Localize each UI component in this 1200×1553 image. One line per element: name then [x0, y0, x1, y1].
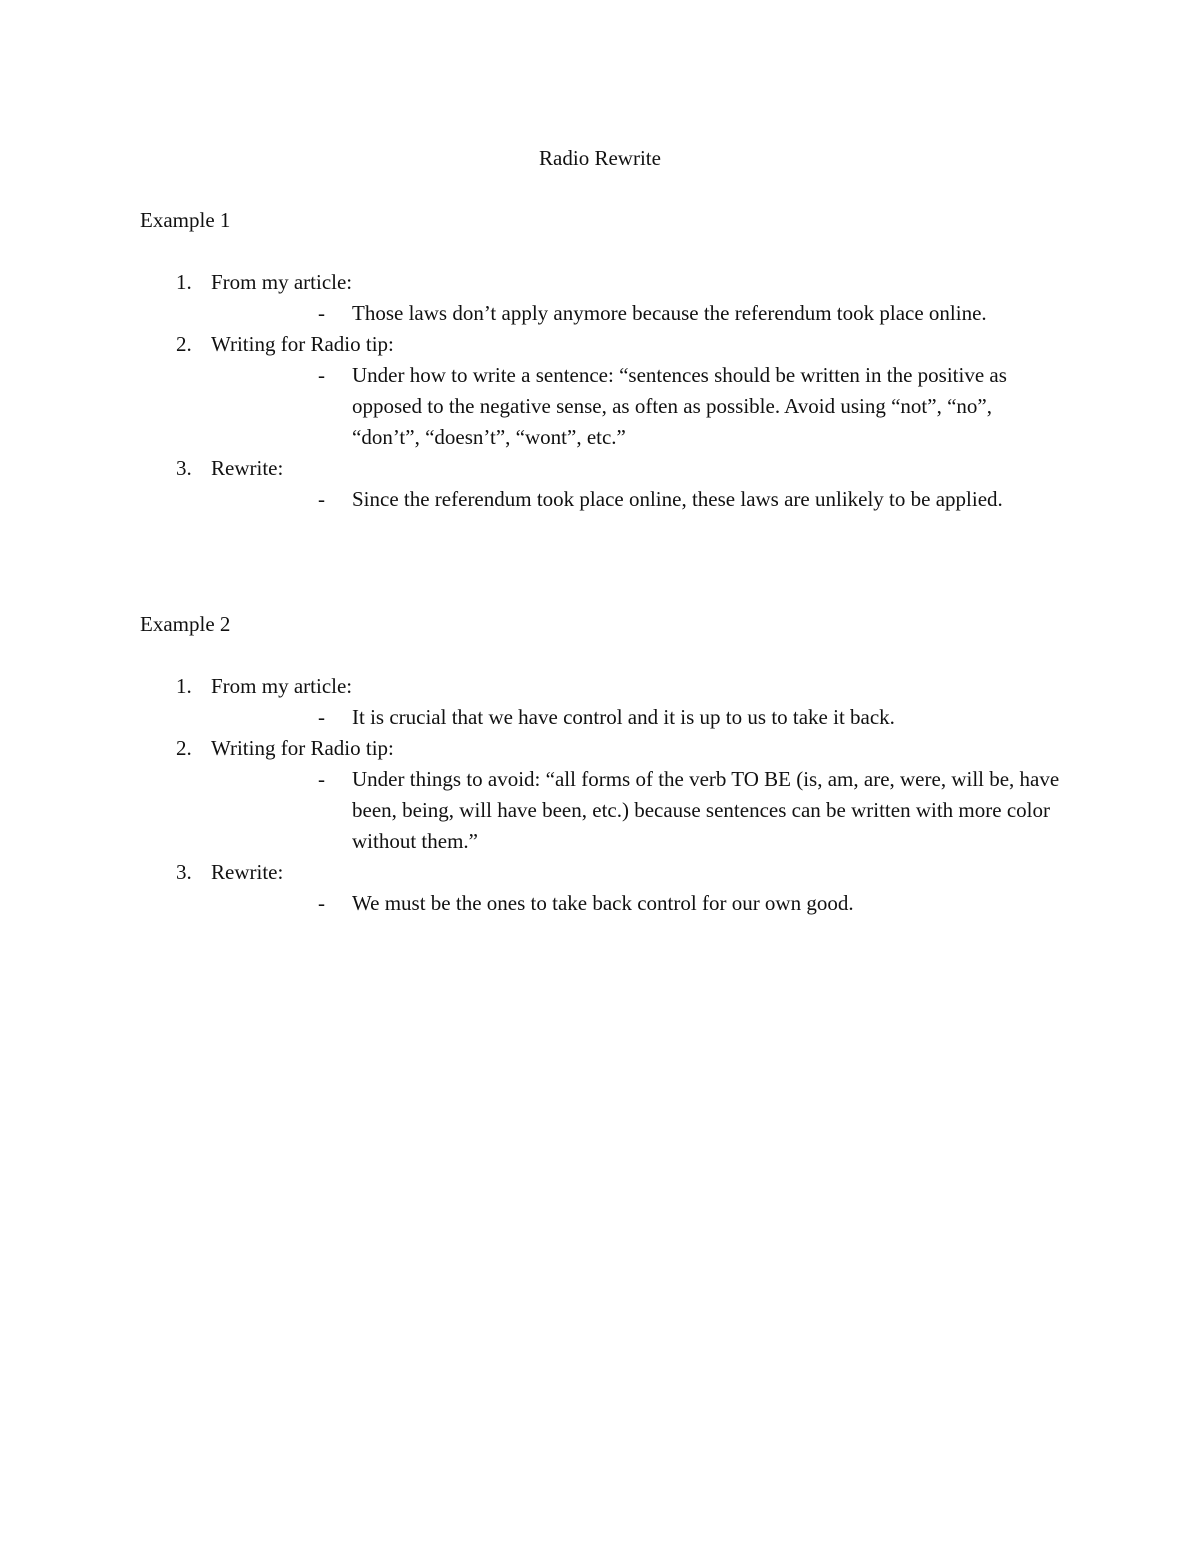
- list-item: [140, 453, 1100, 515]
- document-title: Radio Rewrite: [539, 146, 661, 170]
- item-label: Writing for Radio tip:: [211, 332, 394, 356]
- dash-marker: -: [318, 891, 325, 915]
- bullet-text: Under how to write a sentence: “sentences should be written in the positive as opposed to the negative sense, as often as possible. Avoid using “not”, “no”, “don’t”, “doesn’t”, “wont”, etc.”: [352, 363, 1007, 449]
- bullet-item: [140, 702, 1100, 733]
- item-label: From my article:: [211, 270, 353, 294]
- bullet-text: Those laws don’t apply anymore because the referendum took place online.: [352, 301, 987, 325]
- section-heading: Example 2: [140, 612, 231, 636]
- list-item: [140, 671, 1100, 733]
- dash-marker: -: [318, 705, 325, 729]
- item-label: From my article:: [211, 674, 353, 698]
- dash-marker: -: [318, 363, 325, 387]
- bullet-item: [140, 764, 1100, 857]
- section-example-1: [140, 205, 1100, 515]
- bullet-text: We must be the ones to take back control for our own good.: [352, 891, 854, 915]
- list-item: [140, 267, 1100, 329]
- item-number: 1.: [176, 270, 192, 294]
- bullet-item: [140, 888, 1100, 919]
- dash-marker: -: [318, 301, 325, 325]
- bullet-text: Under things to avoid: “all forms of the verb TO BE (is, am, are, were, will be, have been, being, will have been, etc.) because sentences can be written with more color without them.”: [352, 767, 1060, 853]
- section-heading: Example 1: [140, 208, 231, 232]
- item-number: 2.: [176, 736, 192, 760]
- list-item: [140, 857, 1100, 919]
- dash-marker: -: [318, 767, 325, 791]
- numbered-list: [140, 671, 1100, 919]
- item-label: Writing for Radio tip:: [211, 736, 394, 760]
- item-number: 1.: [176, 674, 192, 698]
- item-number: 2.: [176, 332, 192, 356]
- list-item: [140, 733, 1100, 857]
- dash-marker: -: [318, 487, 325, 511]
- item-label: Rewrite:: [211, 860, 284, 884]
- section-example-2: [140, 609, 1100, 919]
- bullet-text: It is crucial that we have control and it is up to us to take it back.: [352, 705, 895, 729]
- item-number: 3.: [176, 456, 192, 480]
- list-item: [140, 329, 1100, 453]
- item-label: Rewrite:: [211, 456, 284, 480]
- bullet-item: [140, 484, 1100, 515]
- bullet-item: [140, 360, 1100, 453]
- bullet-item: [140, 298, 1100, 329]
- bullet-text: Since the referendum took place online, these laws are unlikely to be applied.: [352, 487, 1003, 511]
- item-number: 3.: [176, 860, 192, 884]
- numbered-list: [140, 267, 1100, 515]
